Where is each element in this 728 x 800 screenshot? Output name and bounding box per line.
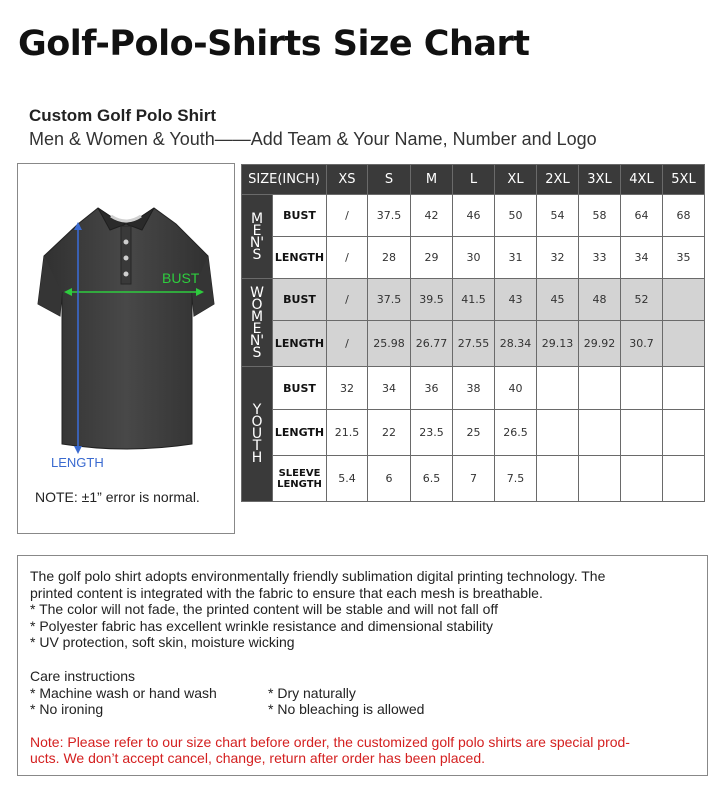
size-header-corner: SIZE(INCH) (242, 165, 327, 195)
care-item: * No bleaching is allowed (268, 701, 425, 717)
size-header-cell: XL (495, 165, 537, 195)
row-label: SLEEVE LENGTH (273, 456, 327, 502)
table-cell (663, 367, 705, 410)
table-cell: 29.92 (579, 321, 621, 367)
row-label: LENGTH (273, 237, 327, 279)
table-row (242, 410, 705, 456)
table-cell (537, 456, 579, 502)
group-label-womens: W O M E N' S (242, 279, 273, 367)
care-item: * Machine wash or hand wash (30, 685, 217, 701)
table-cell: 28.34 (495, 321, 537, 367)
size-header-cell: S (368, 165, 411, 195)
table-row (242, 279, 705, 321)
care-item: * Dry naturally (268, 685, 356, 701)
row-label: LENGTH (273, 410, 327, 456)
table-cell: 64 (621, 195, 663, 237)
table-cell: 23.5 (411, 410, 453, 456)
product-tagline: Men & Women & Youth——Add Team & Your Name, Number and Logo (29, 129, 597, 149)
description-line: The golf polo shirt adopts environmentally friendly sublimation digital printing technology. The (30, 568, 606, 584)
table-cell (663, 456, 705, 502)
table-cell: 58 (579, 195, 621, 237)
measurement-note: NOTE: ±1” error is normal. (35, 489, 200, 505)
table-cell: 32 (327, 367, 368, 410)
table-cell (663, 321, 705, 367)
table-cell: 26.77 (411, 321, 453, 367)
table-cell (621, 410, 663, 456)
table-cell (621, 367, 663, 410)
table-cell: 54 (537, 195, 579, 237)
table-cell: 31 (495, 237, 537, 279)
table-cell: 45 (537, 279, 579, 321)
size-header-cell: L (453, 165, 495, 195)
description-line: * UV protection, soft skin, moisture wicking (30, 634, 295, 650)
table-cell: 68 (663, 195, 705, 237)
group-label-mens: M E N' S (242, 195, 273, 279)
table-cell: 38 (453, 367, 495, 410)
table-cell: 36 (411, 367, 453, 410)
size-header-cell: 5XL (663, 165, 705, 195)
table-cell (537, 410, 579, 456)
table-cell: 21.5 (327, 410, 368, 456)
order-warning-line: ucts. We don’t accept cancel, change, return after order has been placed. (30, 750, 486, 766)
table-cell: 40 (495, 367, 537, 410)
table-cell (537, 367, 579, 410)
table-cell: / (327, 237, 368, 279)
table-cell: 41.5 (453, 279, 495, 321)
table-cell: 22 (368, 410, 411, 456)
table-cell (579, 367, 621, 410)
table-cell: 48 (579, 279, 621, 321)
table-cell: 46 (453, 195, 495, 237)
table-cell: 29 (411, 237, 453, 279)
length-label: LENGTH (51, 455, 104, 470)
table-cell: 43 (495, 279, 537, 321)
size-header-cell: 2XL (537, 165, 579, 195)
care-item: * No ironing (30, 701, 104, 717)
table-row (242, 456, 705, 502)
table-cell: 50 (495, 195, 537, 237)
size-header-cell: M (411, 165, 453, 195)
table-cell: 35 (663, 237, 705, 279)
polo-shirt-image (18, 164, 234, 533)
description-line: * Polyester fabric has excellent wrinkle resistance and dimensional stability (30, 618, 493, 634)
table-cell: 37.5 (368, 195, 411, 237)
page-title: Golf-Polo-Shirts Size Chart (18, 24, 530, 64)
table-cell (621, 456, 663, 502)
table-cell: 25.98 (368, 321, 411, 367)
table-cell: / (327, 321, 368, 367)
product-subtitle: Custom Golf Polo Shirt (29, 106, 216, 125)
care-title: Care instructions (30, 668, 136, 684)
size-header-cell: 4XL (621, 165, 663, 195)
table-cell (579, 410, 621, 456)
table-cell: 6.5 (411, 456, 453, 502)
size-header-cell: 3XL (579, 165, 621, 195)
table-row (242, 321, 705, 367)
description-line: printed content is integrated with the fabric to ensure that each mesh is breathable. (30, 585, 543, 601)
table-cell: 30 (453, 237, 495, 279)
group-label-youth: Y O U T H (242, 367, 273, 502)
table-cell: 26.5 (495, 410, 537, 456)
table-cell: 34 (368, 367, 411, 410)
table-cell: 28 (368, 237, 411, 279)
table-cell: 39.5 (411, 279, 453, 321)
table-cell: 33 (579, 237, 621, 279)
row-label: BUST (273, 195, 327, 237)
table-cell: 34 (621, 237, 663, 279)
row-label: LENGTH (273, 321, 327, 367)
table-cell: 32 (537, 237, 579, 279)
table-row (242, 195, 705, 237)
table-cell: 52 (621, 279, 663, 321)
table-cell: 42 (411, 195, 453, 237)
table-row (242, 367, 705, 410)
table-cell (663, 279, 705, 321)
order-warning-line: Note: Please refer to our size chart before order, the customized golf polo shirts are special prod- (30, 734, 630, 750)
table-cell: 6 (368, 456, 411, 502)
table-row (242, 237, 705, 279)
size-header-cell: XS (327, 165, 368, 195)
description-line: * The color will not fade, the printed content will be stable and will not fall off (30, 601, 498, 617)
table-cell (663, 410, 705, 456)
table-cell: 30.7 (621, 321, 663, 367)
table-cell: / (327, 279, 368, 321)
table-cell: 25 (453, 410, 495, 456)
table-cell: 7.5 (495, 456, 537, 502)
bust-label: BUST (162, 270, 200, 286)
size-header-row (242, 165, 705, 195)
table-cell: 37.5 (368, 279, 411, 321)
table-cell: 7 (453, 456, 495, 502)
shirt-illustration-panel (17, 163, 235, 534)
table-cell (579, 456, 621, 502)
table-cell: / (327, 195, 368, 237)
table-cell: 27.55 (453, 321, 495, 367)
table-cell: 5.4 (327, 456, 368, 502)
product-description-box (17, 555, 708, 776)
table-cell: 29.13 (537, 321, 579, 367)
row-label: BUST (273, 367, 327, 410)
size-table (241, 164, 705, 502)
row-label: BUST (273, 279, 327, 321)
